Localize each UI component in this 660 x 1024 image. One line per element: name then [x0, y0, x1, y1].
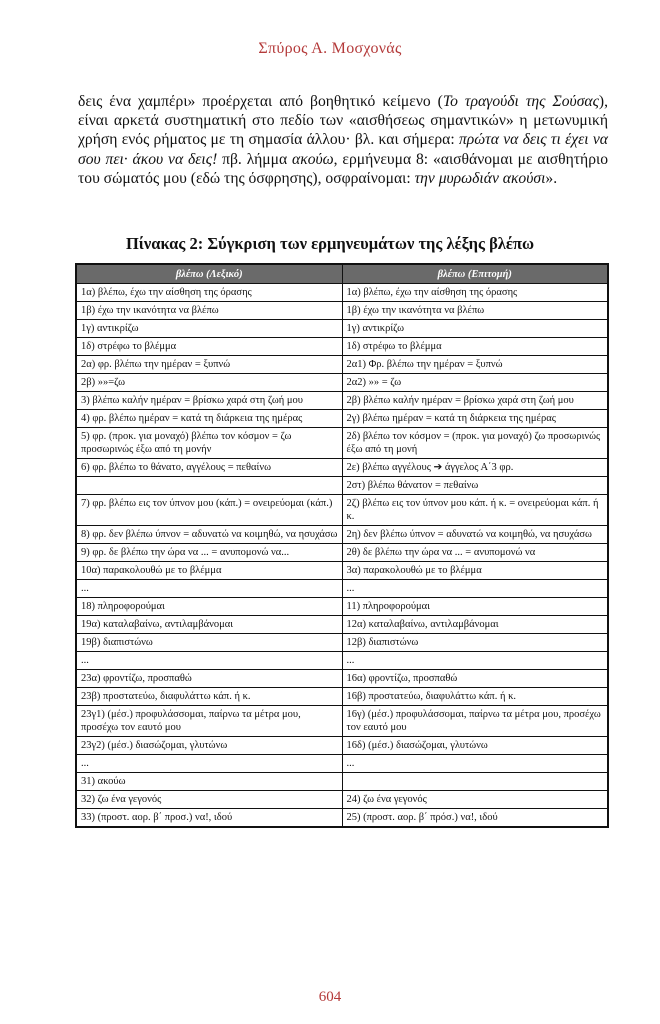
table-row: [76, 374, 608, 392]
lexicon-sense-cell: ...: [76, 755, 342, 773]
lexicon-sense-cell: 2β) »»=ζω: [76, 374, 342, 392]
epitome-sense-cell: [342, 773, 608, 791]
table-row: [76, 284, 608, 302]
epitome-sense-cell: 2α2) »» = ζω: [342, 374, 608, 392]
epitome-sense-cell: 2η) δεν βλέπω ύπνον = αδυνατώ να κοιμηθώ, να ησυχάσω: [342, 526, 608, 544]
lexicon-sense-cell: 19β) διαπιστώνω: [76, 634, 342, 652]
epitome-sense-cell: 1γ) αντικρίζω: [342, 320, 608, 338]
epitome-sense-cell: 2ε) βλέπω αγγέλους ➔ άγγελος Α΄3 φρ.: [342, 459, 608, 477]
table-row: [76, 459, 608, 477]
lexicon-sense-cell: ...: [76, 580, 342, 598]
lexicon-sense-cell: [76, 477, 342, 495]
table-row: [76, 688, 608, 706]
column-header-lexicon: βλέπω (Λεξικό): [76, 264, 342, 284]
italic-phrase: ακούω: [292, 150, 334, 168]
comparison-table: [75, 263, 609, 828]
column-header-epitome: βλέπω (Επιτομή): [342, 264, 608, 284]
epitome-sense-cell: 16γ) (μέσ.) προφυλάσσομαι, παίρνω τα μέτρα μου, προσέχω τον εαυτό μου: [342, 706, 608, 737]
text-run: πβ. λήμμα: [217, 150, 293, 168]
table-row: [76, 495, 608, 526]
epitome-sense-cell: 12α) καταλαβαίνω, αντιλαμβάνομαι: [342, 616, 608, 634]
lexicon-sense-cell: 32) ζω ένα γεγονός: [76, 791, 342, 809]
epitome-sense-cell: 1α) βλέπω, έχω την αίσθηση της όρασης: [342, 284, 608, 302]
lexicon-sense-cell: 7) φρ. βλέπω εις τον ύπνον μου (κάπ.) = ονειρεύομαι (κάπ.): [76, 495, 342, 526]
text-run: , ερμήνευμα 8: «αισθάνομαι με αισθητήριο του σώματός μου (εδώ της όσφρησης), οσφραίνομαι:: [78, 150, 608, 187]
lexicon-sense-cell: ...: [76, 652, 342, 670]
table-row: [76, 773, 608, 791]
table-row: [76, 544, 608, 562]
epitome-sense-cell: 2α1) Φρ. βλέπω την ημέραν = ξυπνώ: [342, 356, 608, 374]
lexicon-sense-cell: 5) φρ. (προκ. για μοναχό) βλέπω τον κόσμον = ζω προσωρινώς έξω από τη μονήν: [76, 428, 342, 459]
lexicon-sense-cell: 23α) φροντίζω, προσπαθώ: [76, 670, 342, 688]
table-row: [76, 652, 608, 670]
epitome-sense-cell: 16δ) (μέσ.) διασώζομαι, γλυτώνω: [342, 737, 608, 755]
epitome-sense-cell: 2β) βλέπω καλήν ημέραν = βρίσκω χαρά στη ζωή μου: [342, 392, 608, 410]
table-row: [76, 338, 608, 356]
table-row: [76, 320, 608, 338]
table-header-row: [76, 264, 608, 284]
epitome-sense-cell: 2δ) βλέπω τον κόσμον = (προκ. για μοναχό) ζω προσωρινώς έξω από τη μονή: [342, 428, 608, 459]
table-row: [76, 616, 608, 634]
lexicon-sense-cell: 2α) φρ. βλέπω την ημέραν = ξυπνώ: [76, 356, 342, 374]
table-row: [76, 477, 608, 495]
epitome-sense-cell: 16β) προστατεύω, διαφυλάττω κάπ. ή κ.: [342, 688, 608, 706]
table-row: [76, 392, 608, 410]
epitome-sense-cell: 16α) φροντίζω, προσπαθώ: [342, 670, 608, 688]
text-run: ), είναι αρκετά συστηματική στο πεδίο των «αισθήσεως σημαντικών» η μετωνυμική χρήση ενός ρήματος με τη σημασία άλλου· βλ. και σήμερα:: [78, 93, 609, 149]
table-row: [76, 526, 608, 544]
lexicon-sense-cell: 6) φρ. βλέπω το θάνατο, αγγέλους = πεθαίνω: [76, 459, 342, 477]
table-row: [76, 598, 608, 616]
epitome-sense-cell: 12β) διαπιστώνω: [342, 634, 608, 652]
epitome-sense-cell: ...: [342, 755, 608, 773]
table-row: [76, 634, 608, 652]
lexicon-sense-cell: 31) ακούω: [76, 773, 342, 791]
lexicon-sense-cell: 33) (προστ. αορ. β΄ προσ.) να!, ιδού: [76, 809, 342, 828]
lexicon-sense-cell: 1β) έχω την ικανότητα να βλέπω: [76, 302, 342, 320]
table-row: [76, 302, 608, 320]
body-paragraph: [78, 92, 608, 188]
table-row: [76, 562, 608, 580]
epitome-sense-cell: 25) (προστ. αορ. β΄ πρόσ.) να!, ιδού: [342, 809, 608, 828]
page-number: 604: [318, 989, 342, 1005]
lexicon-sense-cell: 1γ) αντικρίζω: [76, 320, 342, 338]
lexicon-sense-cell: 19α) καταλαβαίνω, αντιλαμβάνομαι: [76, 616, 342, 634]
table-row: [76, 706, 608, 737]
table-row: [76, 670, 608, 688]
text-run: δεις ένα χαμπέρι» προέρχεται από βοηθητικό κείμενο (: [78, 93, 443, 110]
running-header: Σπύρος Α. Μοσχονάς: [258, 40, 402, 57]
epitome-sense-cell: 2γ) βλέπω ημέραν = κατά τη διάρκεια της ημέρας: [342, 410, 608, 428]
lexicon-sense-cell: 9) φρ. δε βλέπω την ώρα να ... = ανυπομονώ να...: [76, 544, 342, 562]
lexicon-sense-cell: 23γ1) (μέσ.) προφυλάσσομαι, παίρνω τα μέτρα μου, προσέχω τον εαυτό μου: [76, 706, 342, 737]
epitome-sense-cell: 24) ζω ένα γεγονός: [342, 791, 608, 809]
italic-phrase: την μυρωδιάν ακούσι: [414, 169, 546, 187]
table-row: [76, 755, 608, 773]
lexicon-sense-cell: 4) φρ. βλέπω ημέραν = κατά τη διάρκεια της ημέρας: [76, 410, 342, 428]
epitome-sense-cell: 3α) παρακολουθώ με το βλέμμα: [342, 562, 608, 580]
lexicon-sense-cell: 1δ) στρέφω το βλέμμα: [76, 338, 342, 356]
table-caption: Πίνακας 2: Σύγκριση των ερμηνευμάτων της λέξης βλέπω: [125, 234, 535, 253]
epitome-sense-cell: 1β) έχω την ικανότητα να βλέπω: [342, 302, 608, 320]
lexicon-sense-cell: 3) βλέπω καλήν ημέραν = βρίσκω χαρά στη ζωή μου: [76, 392, 342, 410]
lexicon-sense-cell: 1α) βλέπω, έχω την αίσθηση της όρασης: [76, 284, 342, 302]
epitome-sense-cell: 1δ) στρέφω το βλέμμα: [342, 338, 608, 356]
epitome-sense-cell: 11) πληροφορούμαι: [342, 598, 608, 616]
table-row: [76, 791, 608, 809]
table-row: [76, 737, 608, 755]
epitome-sense-cell: 2στ) βλέπω θάνατον = πεθαίνω: [342, 477, 608, 495]
table-row: [76, 410, 608, 428]
italic-phrase: Το τραγούδι της Σούσας: [442, 93, 599, 110]
table-row: [76, 356, 608, 374]
epitome-sense-cell: ...: [342, 652, 608, 670]
lexicon-sense-cell: 10α) παρακολουθώ με το βλέμμα: [76, 562, 342, 580]
lexicon-sense-cell: 23β) προστατεύω, διαφυλάττω κάπ. ή κ.: [76, 688, 342, 706]
lexicon-sense-cell: 23γ2) (μέσ.) διασώζομαι, γλυτώνω: [76, 737, 342, 755]
text-run: ».: [545, 169, 558, 187]
table-row: [76, 428, 608, 459]
table-row: [76, 580, 608, 598]
italic-phrase: πρώτα να δεις τι έχει να σου πει· άκου να δεις!: [78, 131, 608, 168]
epitome-sense-cell: 2θ) δε βλέπω την ώρα να ... = ανυπομονώ να: [342, 544, 608, 562]
table-row: [76, 809, 608, 828]
epitome-sense-cell: ...: [342, 580, 608, 598]
lexicon-sense-cell: 18) πληροφορούμαι: [76, 598, 342, 616]
lexicon-sense-cell: 8) φρ. δεν βλέπω ύπνον = αδυνατώ να κοιμηθώ, να ησυχάσω: [76, 526, 342, 544]
epitome-sense-cell: 2ζ) βλέπω εις τον ύπνον μου κάπ. ή κ. = ονειρεύομαι κάπ. ή κ.: [342, 495, 608, 526]
